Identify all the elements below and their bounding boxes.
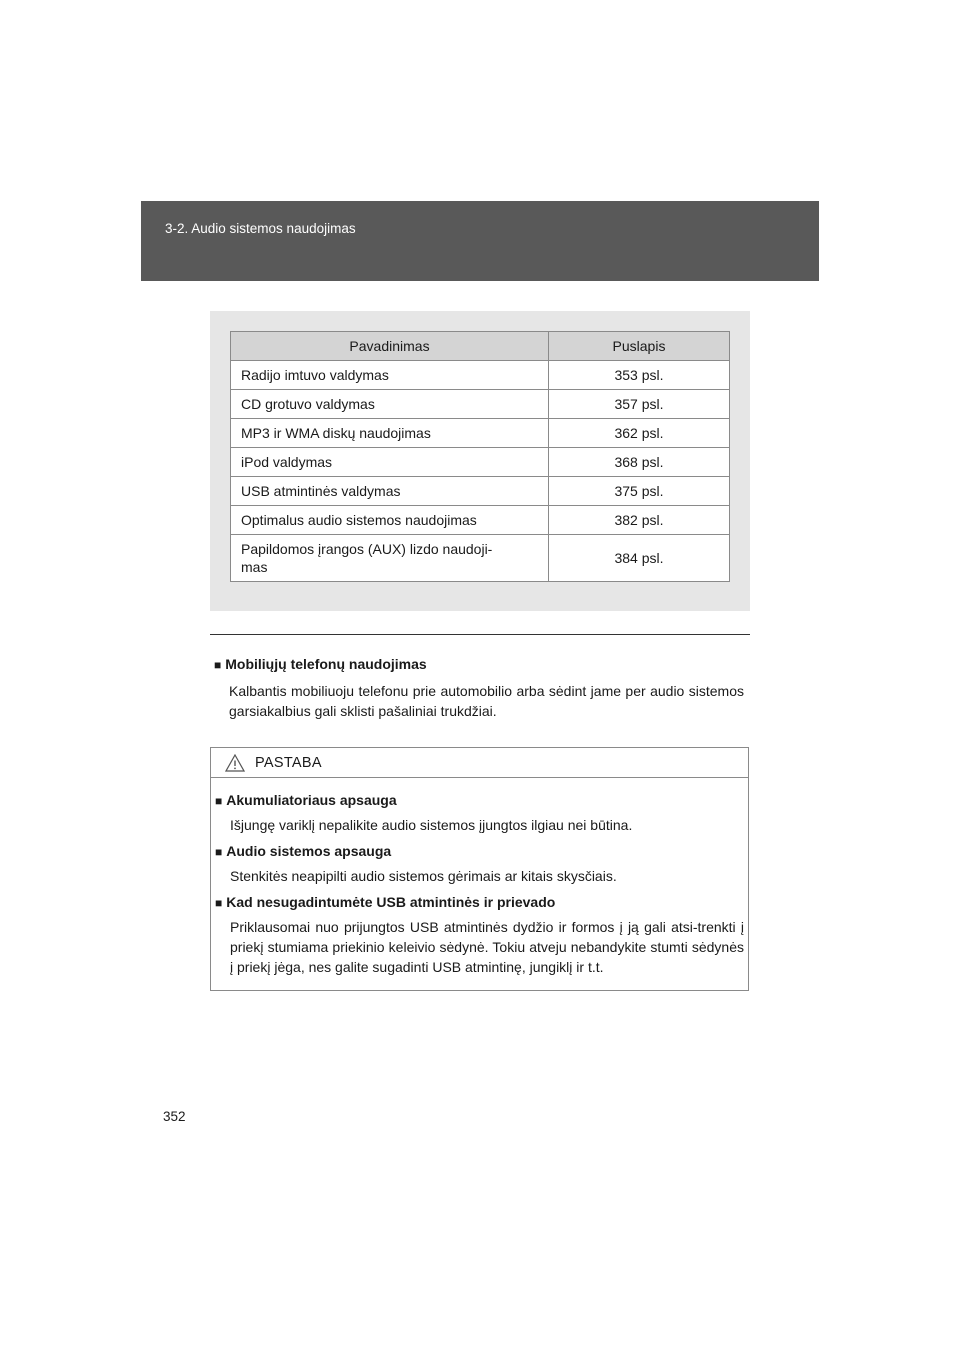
warning-triangle-icon: [225, 754, 245, 772]
column-header-page: Puslapis: [549, 332, 730, 361]
table-row: [231, 419, 730, 448]
section-divider: [210, 634, 750, 635]
table-row: [231, 448, 730, 477]
reference-table-panel: [210, 311, 750, 611]
notice-body: [211, 778, 748, 977]
row-page: 384 psl.: [549, 535, 730, 582]
square-bullet-icon: ■: [215, 845, 223, 859]
square-bullet-icon: ■: [215, 794, 223, 808]
row-name: Radijo imtuvo valdymas: [231, 361, 549, 390]
notice-box: [210, 747, 749, 991]
section-title: 3-2. Audio sistemos naudojimas: [165, 221, 356, 236]
table-row: [231, 477, 730, 506]
square-bullet-icon: ■: [214, 658, 222, 672]
square-bullet-icon: ■: [215, 896, 223, 910]
notice-item-heading: [215, 841, 744, 862]
reference-table: [230, 331, 730, 582]
row-name: MP3 ir WMA diskų naudojimas: [231, 419, 549, 448]
row-name: Papildomos įrangos (AUX) lizdo naudoji- mas: [231, 535, 549, 582]
column-header-name: Pavadinimas: [231, 332, 549, 361]
row-page: 382 psl.: [549, 506, 730, 535]
notice-heading: PASTABA: [255, 754, 322, 771]
row-page: 357 psl.: [549, 390, 730, 419]
notice-item-text: Išjungę variklį nepalikite audio sistemos įjungtos ilgiau nei būtina.: [230, 817, 633, 833]
page-number: 352: [163, 1109, 186, 1124]
notice-item-heading: [215, 892, 744, 913]
mobile-phone-heading: [214, 654, 744, 675]
row-name: iPod valdymas: [231, 448, 549, 477]
notice-item-text: Stenkitės neapipilti audio sistemos gėrimais ar kitais skysčiais.: [230, 868, 617, 884]
row-page: 375 psl.: [549, 477, 730, 506]
row-page: 353 psl.: [549, 361, 730, 390]
table-row: [231, 535, 730, 582]
notice-header: [211, 748, 748, 778]
row-page: 362 psl.: [549, 419, 730, 448]
section-header-band: [141, 201, 819, 281]
row-name: Optimalus audio sistemos naudojimas: [231, 506, 549, 535]
notice-item-title: Audio sistemos apsauga: [226, 843, 392, 859]
notice-item-heading: [215, 790, 744, 811]
mobile-phone-title: Mobiliųjų telefonų naudojimas: [225, 656, 427, 672]
table-row: [231, 390, 730, 419]
row-name: USB atmintinės valdymas: [231, 477, 549, 506]
notice-item: [215, 841, 744, 886]
row-name: CD grotuvo valdymas: [231, 390, 549, 419]
notice-item: [215, 892, 744, 977]
mobile-phone-text: Kalbantis mobiliuoju telefonu prie automobilio arba sėdint jame per audio sistemos garsiakalbius gali sklisti pašaliniai trukdžiai.: [229, 683, 744, 719]
table-row: [231, 506, 730, 535]
notice-item-title: Akumuliatoriaus apsauga: [226, 792, 397, 808]
notice-item: [215, 790, 744, 835]
mobile-phone-section: [214, 654, 744, 721]
table-row: [231, 361, 730, 390]
table-header-row: [231, 332, 730, 361]
row-page: 368 psl.: [549, 448, 730, 477]
notice-item-title: Kad nesugadintumėte USB atmintinės ir prievado: [226, 894, 556, 910]
notice-item-text: Priklausomai nuo prijungtos USB atmintinės dydžio ir formos į ją gali atsi-trenkti į priekį stumiama priekinio keleivio sėdynė. Tokiu atveju nebandykite stumti sėdynės į priekį jėga, nes galite sugadinti USB atmintinę, jungiklį ir t.t.: [230, 919, 744, 975]
